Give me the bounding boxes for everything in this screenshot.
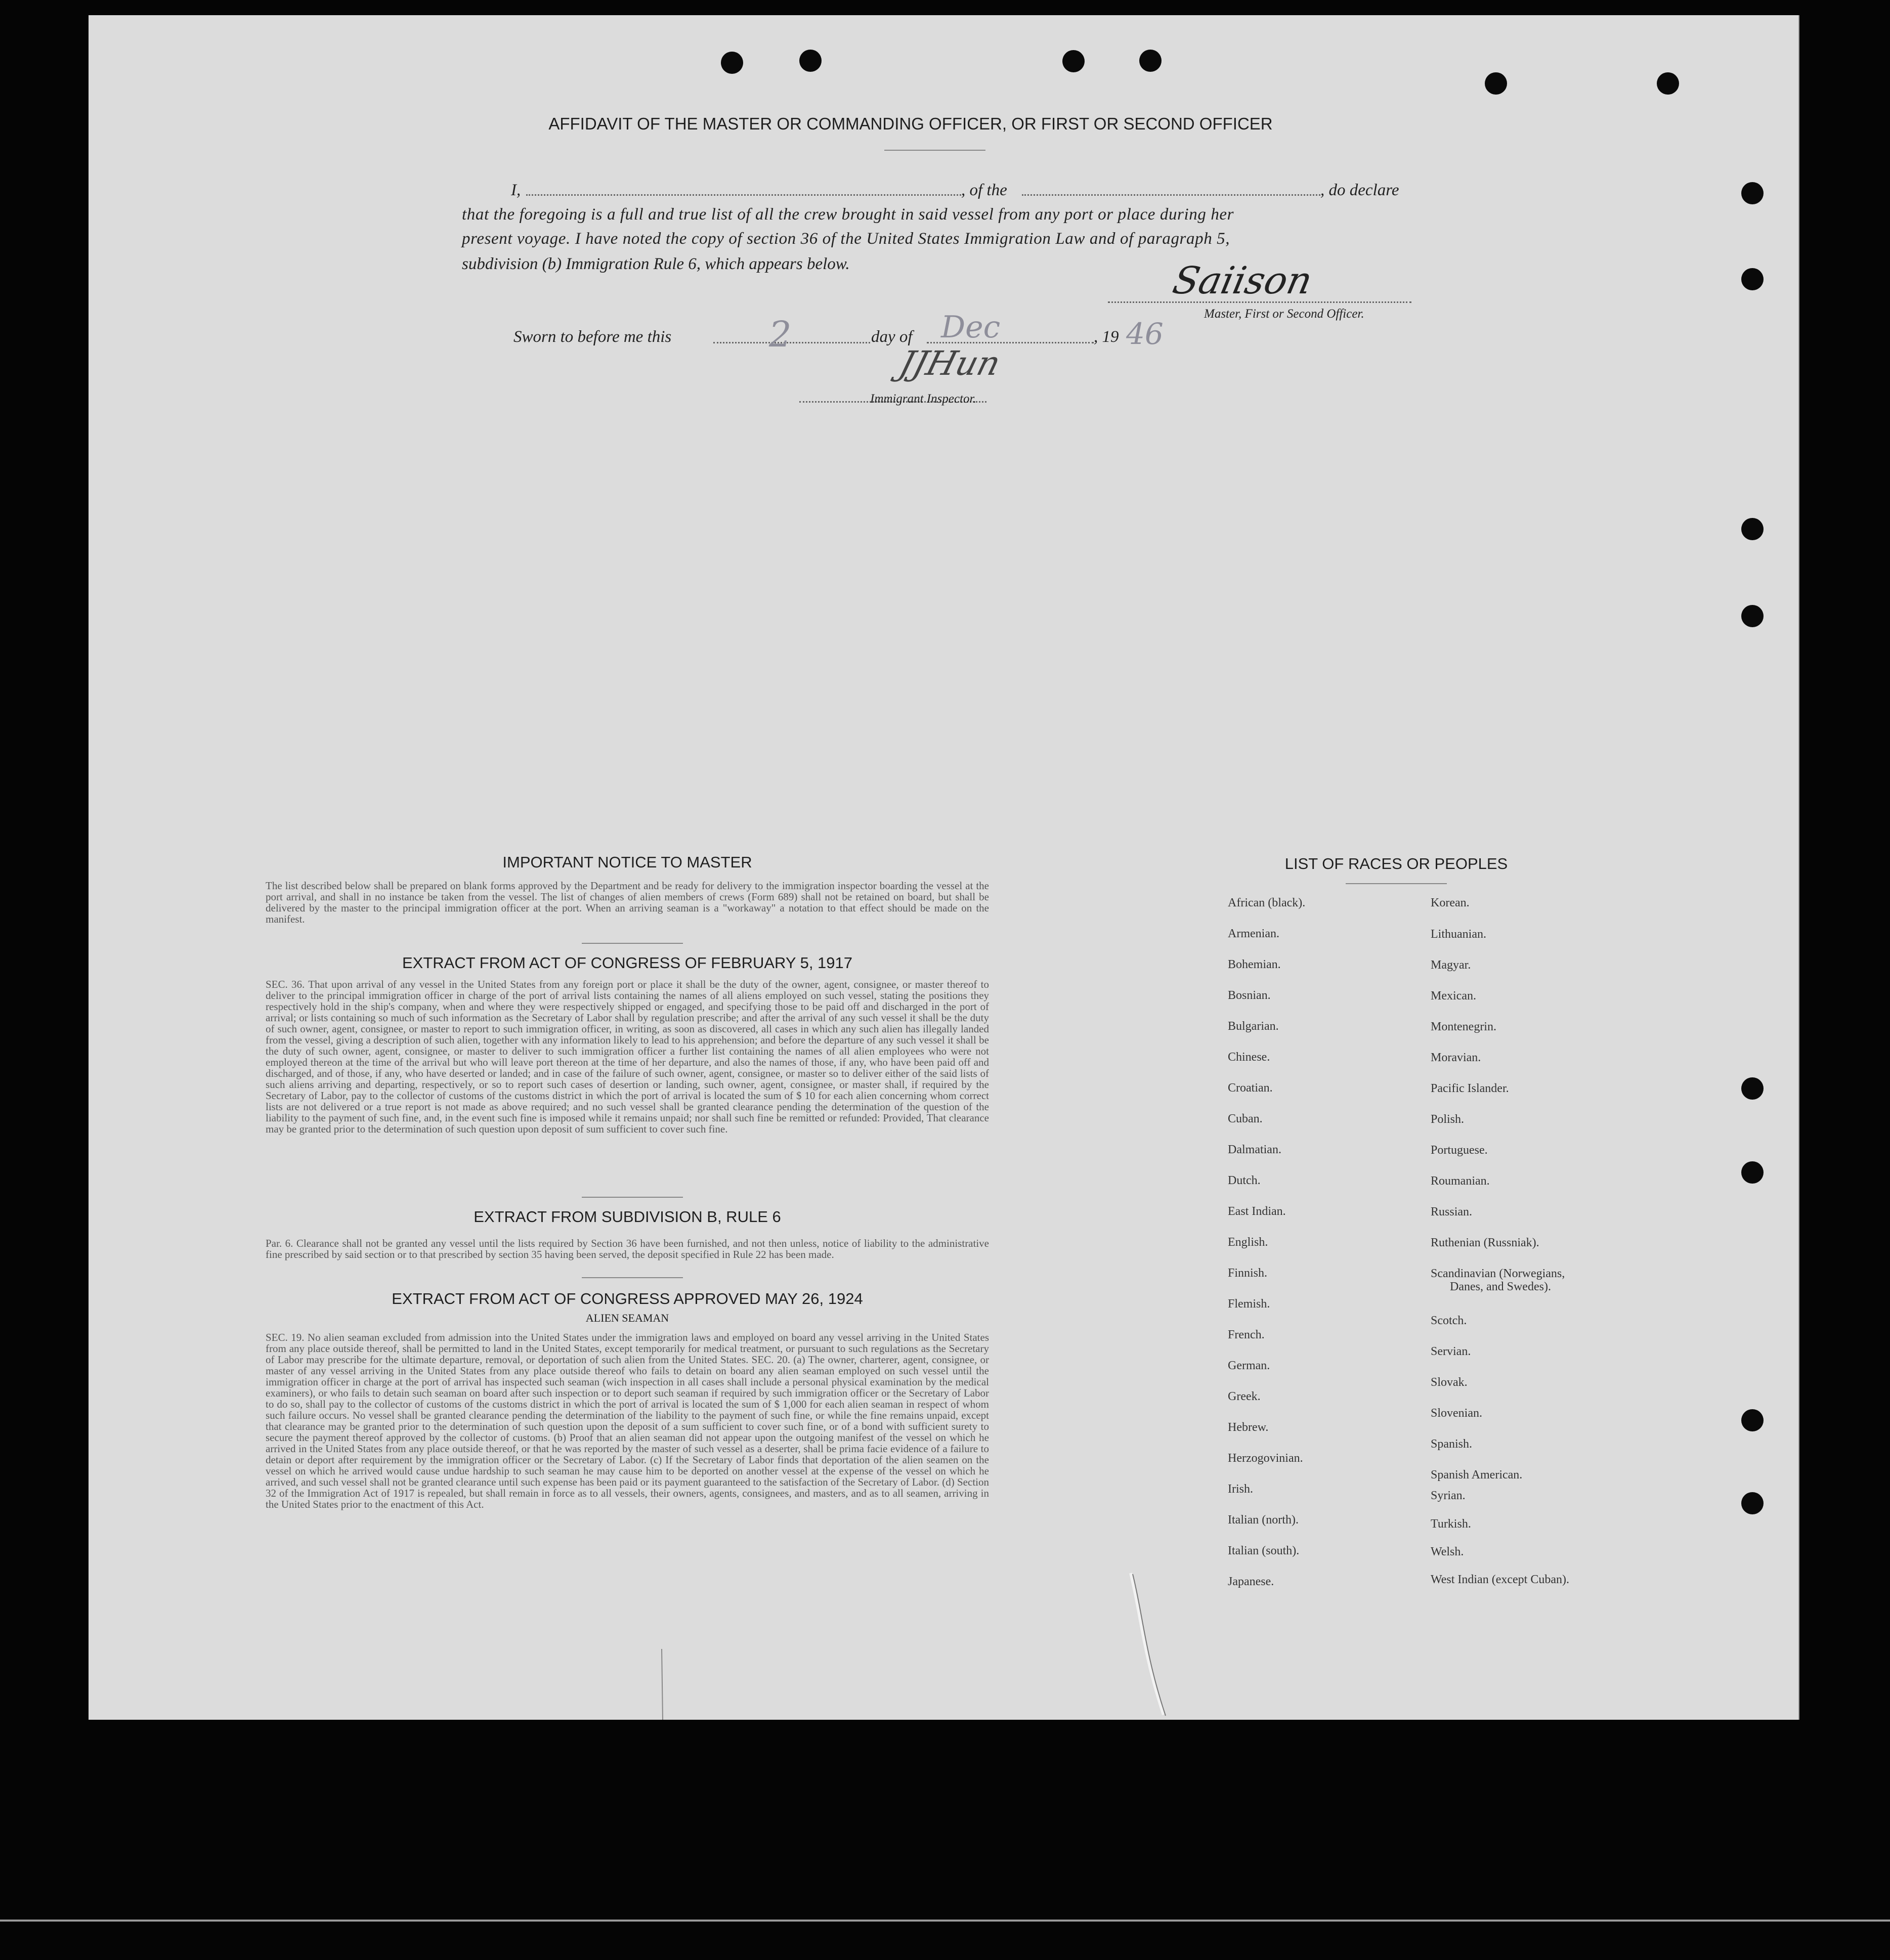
extract-1917-text: SEC. 36. That upon arrival of any vessel in the United States from any foreign port or place it shall be the duty of the owner, agent, consignee, or master thereof to deliver to the principal immigration officer in charge of the port of arrival lists containing the names of all aliens employed on such vessel, stating the positions they respectively hold in the ship's company, when and where they were respectively shipped or engaged, and specifying those to be paid off and discharged in the port of arrival; or lists containing so much of such information as the Secretary of Labor shall by regulation prescribe; and after the arrival of any such vessel it shall be the duty of such owner, agent, consignee, or master to report to such immigration officer, in writing, as soon as discovered, all cases in which any such alien has illegally landed from the vessel, giving a description of such alien, together with any information likely to lead to his apprehension; and before the departure of any such vessel it shall be the duty of such owner, agent, consignee, or master to deliver to such immigration officer a further list containing the names of all alien employees who were not employed thereon at the time of the arrival but who will leave port thereon at the time of her departure, and also the names of those, if any, who have been paid off and discharged, and of those, if any, who have deserted or landed; and in case of the failure of such owner, agent, consignee, or master so to deliver either of the said lists of such aliens arriving and departing, respectively, or so to report such cases of desertion or landing, such owner, agent, consignee, or master shall, if required by the Secretary of Labor, pay to the collector of customs of the customs district in which the port of arrival is located the sum of $ 10 for each alien concerning whom correct lists are not delivered or a true report is not made as above required; and no such vessel shall be granted clearance pending the determination of the question of the liability to the payment of such fine, and, in the event such fine is imposed while it remains unpaid; nor shall such fine be remitted or refunded: Provided, That clearance may be granted prior to the determination of such question upon deposit of sum sufficient to cover such fine. [266,978,989,1135]
master-name-blank [526,194,961,196]
punch-hole [1741,1492,1764,1514]
race-item: Lithuanian. [1431,928,1486,941]
race-item: Polish. [1431,1113,1465,1126]
paper-crease [658,1649,668,1720]
race-item: Scotch. [1431,1314,1467,1327]
race-item: Spanish American. [1431,1468,1523,1482]
race-item: Danes, and Swedes). [1450,1280,1551,1293]
race-item: Turkish. [1431,1517,1471,1531]
inspector-signature: JJHun [895,344,1005,383]
race-item: Herzogovinian. [1228,1452,1303,1465]
race-item: Bosnian. [1228,989,1271,1002]
punch-hole [1741,182,1764,204]
race-item: English. [1228,1236,1268,1249]
rule6-title: EXTRACT FROM SUBDIVISION B, RULE 6 [474,1208,781,1226]
sworn-text: Sworn to before me this [513,328,672,346]
race-item: Moravian. [1431,1051,1481,1064]
race-item: Dalmatian. [1228,1143,1281,1156]
month-value: Dec [941,310,1001,345]
master-signature: Saiison [1169,259,1316,302]
race-item: Mexican. [1431,989,1476,1003]
punch-hole [721,52,743,74]
paper-crease [1121,1568,1181,1720]
year-value: 46 [1126,317,1164,351]
punch-hole [1741,268,1764,290]
race-item: Italian (north). [1228,1513,1299,1527]
race-item: Slovenian. [1431,1407,1482,1420]
notice-title: IMPORTANT NOTICE TO MASTER [502,853,752,871]
race-item: Roumanian. [1431,1174,1490,1188]
scan-bottom-line [0,1920,1890,1922]
race-item: French. [1228,1328,1265,1341]
punch-hole [1062,50,1085,72]
race-item: African (black). [1228,896,1306,909]
day-of-text: day of [871,328,913,346]
race-item: Chinese. [1228,1051,1270,1064]
affidavit-line-3: present voyage. I have noted the copy of section 36 of the United States Immigration Law and of paragraph 5, [462,230,1230,248]
inspector-caption: Immigrant Inspector. [870,392,976,406]
affidavit-line-4: subdivision (b) Immigration Rule 6, which appears below. [462,255,850,273]
punch-hole [1741,518,1764,540]
race-item: Pacific Islander. [1431,1082,1509,1095]
race-item: German. [1228,1359,1270,1372]
race-item: Scandinavian (Norwegians, [1431,1267,1565,1280]
race-item: Cuban. [1228,1112,1263,1125]
notice-divider [582,943,683,944]
race-item: Irish. [1228,1483,1253,1496]
race-item: Portuguese. [1431,1144,1488,1157]
race-item: Hebrew. [1228,1421,1269,1434]
race-item: Japanese. [1228,1575,1274,1588]
rule6-text: Par. 6. Clearance shall not be granted any vessel until the lists required by Section 36 have been furnished, and not then unless, notice of liability to the administrative fine prescribed by said section or to that prescribed by section 35 having been served, the deposit specified in Rule 22 has been made. [266,1237,989,1260]
extract-1924-subtitle: ALIEN SEAMAN [585,1312,669,1324]
race-item: Korean. [1431,896,1470,909]
page-edge [1798,15,1799,1720]
race-item: Greek. [1228,1390,1261,1403]
punch-hole [1139,50,1162,72]
race-item: Italian (south). [1228,1544,1300,1557]
race-item: Montenegrin. [1431,1020,1496,1033]
affidavit-i: I, [511,181,521,199]
affidavit-declare: , do declare [1320,181,1399,199]
race-item: Finnish. [1228,1267,1268,1280]
race-item: Servian. [1431,1345,1471,1358]
race-item: Flemish. [1228,1297,1270,1311]
race-item: Bohemian. [1228,958,1281,971]
race-item: Ruthenian (Russniak). [1431,1236,1539,1249]
master-caption: Master, First or Second Officer. [1204,307,1364,321]
punch-hole [1741,1409,1764,1431]
race-item: Bulgarian. [1228,1020,1279,1033]
affidavit-line-2: that the foregoing is a full and true list of all the crew brought in said vessel from any port or place during her [462,205,1234,224]
day-blank [713,342,870,343]
extract-1924-text: SEC. 19. No alien seaman excluded from admission into the United States under the immigration laws and employed on board any vessel arriving in the United States from any place outside thereof, shall be permitted to land in the United States, except temporarily for medical treatment, or pursuant to such regulations as the Secretary of Labor may prescribe for the ultimate departure, removal, or deportation of such alien from the United States. SEC. 20. (a) The owner, charterer, agent, consignee, or master of any vessel arriving in the United States from any place outside thereof who fails to detain on board any alien seaman employed on such vessel until the immigration officer in charge at the port of arrival has inspected such seaman (wich inspection in all cases shall include a personal physical examination by the medical examiners), or who fails to detain such seaman on board after such inspection or to deport such seaman if required by such immigration officer or the Secretary of Labor to do so, shall pay to the collector of customs of the customs district in which the port of arrival is located the sum of $ 1,000 for each alien seaman in respect of whom such failure occurs. No vessel shall be granted clearance pending the determination of the liability to the payment of such fine, or while the fine remains unpaid, except that clearance may be granted prior to the determination of such question upon the deposit of a sum sufficient to cover such fine, or of a bond with sufficient surety to secure the payment thereof approved by the collector of customs. (b) Proof that an alien seaman did not appear upon the outgoing manifest of the vessel on which he arrived in the United States from any place outside thereof, or that he was reported by the master of such vessel as a deserter, shall be prima facie evidence of a failure to detain or deport after requirement by the immigration officer or the Secretary of Labor. (c) If the Secretary of Labor finds that deportation of the alien seamen on the vessel on which he arrived would cause undue hardship to such seaman he may cause him to be deported on another vessel at the expense of the vessel on which he arrived, and such vessel shall not be granted clearance until such expense has been paid or its payment guaranteed to the satisfaction of the Secretary of Labor. (d) Section 32 of the Immigration Act of 1917 is repealed, but shall remain in force as to all vessels, their owners, agents, consignees, and masters, and as to all seamen, arriving in the United States prior to the enactment of this Act. [266,1331,989,1510]
race-item: East Indian. [1228,1205,1286,1218]
race-item: Russian. [1431,1205,1473,1218]
race-item: Croatian. [1228,1081,1273,1095]
punch-hole [1741,1077,1764,1100]
extract-1924-title: EXTRACT FROM ACT OF CONGRESS APPROVED MAY 26, 1924 [392,1290,863,1308]
race-item: Armenian. [1228,927,1279,940]
race-item: Syrian. [1431,1489,1466,1502]
year-prefix: , 19 [1094,328,1119,346]
races-title: LIST OF RACES OR PEOPLES [1284,855,1508,873]
extract-1917-title: EXTRACT FROM ACT OF CONGRESS OF FEBRUARY 5, 1917 [402,954,853,972]
race-item: Magyar. [1431,959,1471,972]
race-item: Dutch. [1228,1174,1261,1187]
race-item: West Indian (except Cuban). [1431,1573,1569,1586]
races-divider [1346,883,1447,884]
day-value: 2 [769,314,792,355]
affidavit-title: AFFIDAVIT OF THE MASTER OR COMMANDING OFFICER, OR FIRST OR SECOND OFFICER [548,114,1273,133]
punch-hole [1485,72,1507,95]
races-column-1 [1228,896,1305,1606]
punch-hole [1741,605,1764,627]
rule6-divider [582,1277,683,1278]
punch-hole [799,50,822,72]
race-item: Spanish. [1431,1438,1473,1451]
race-item: Slovak. [1431,1376,1468,1389]
affidavit-of-the: , of the [961,181,1007,199]
title-divider [884,150,985,151]
punch-hole [1741,1161,1764,1184]
extract-1917-divider [582,1197,683,1198]
notice-text: The list described below shall be prepared on blank forms approved by the Department and be ready for delivery to the immigration inspector boarding the vessel at the port arrival, and shall in no instance be taken from the vessel. The list of changes of alien members of crews (Form 689) shall not be retained on board, but shall be delivered by the master to the principal immigration officer at the port. When an arriving seaman is a "workaway" a notation to that effect should be made on the manifest. [266,880,989,925]
race-item: Welsh. [1431,1545,1464,1558]
punch-hole [1657,72,1679,95]
vessel-name-blank [1022,194,1320,196]
